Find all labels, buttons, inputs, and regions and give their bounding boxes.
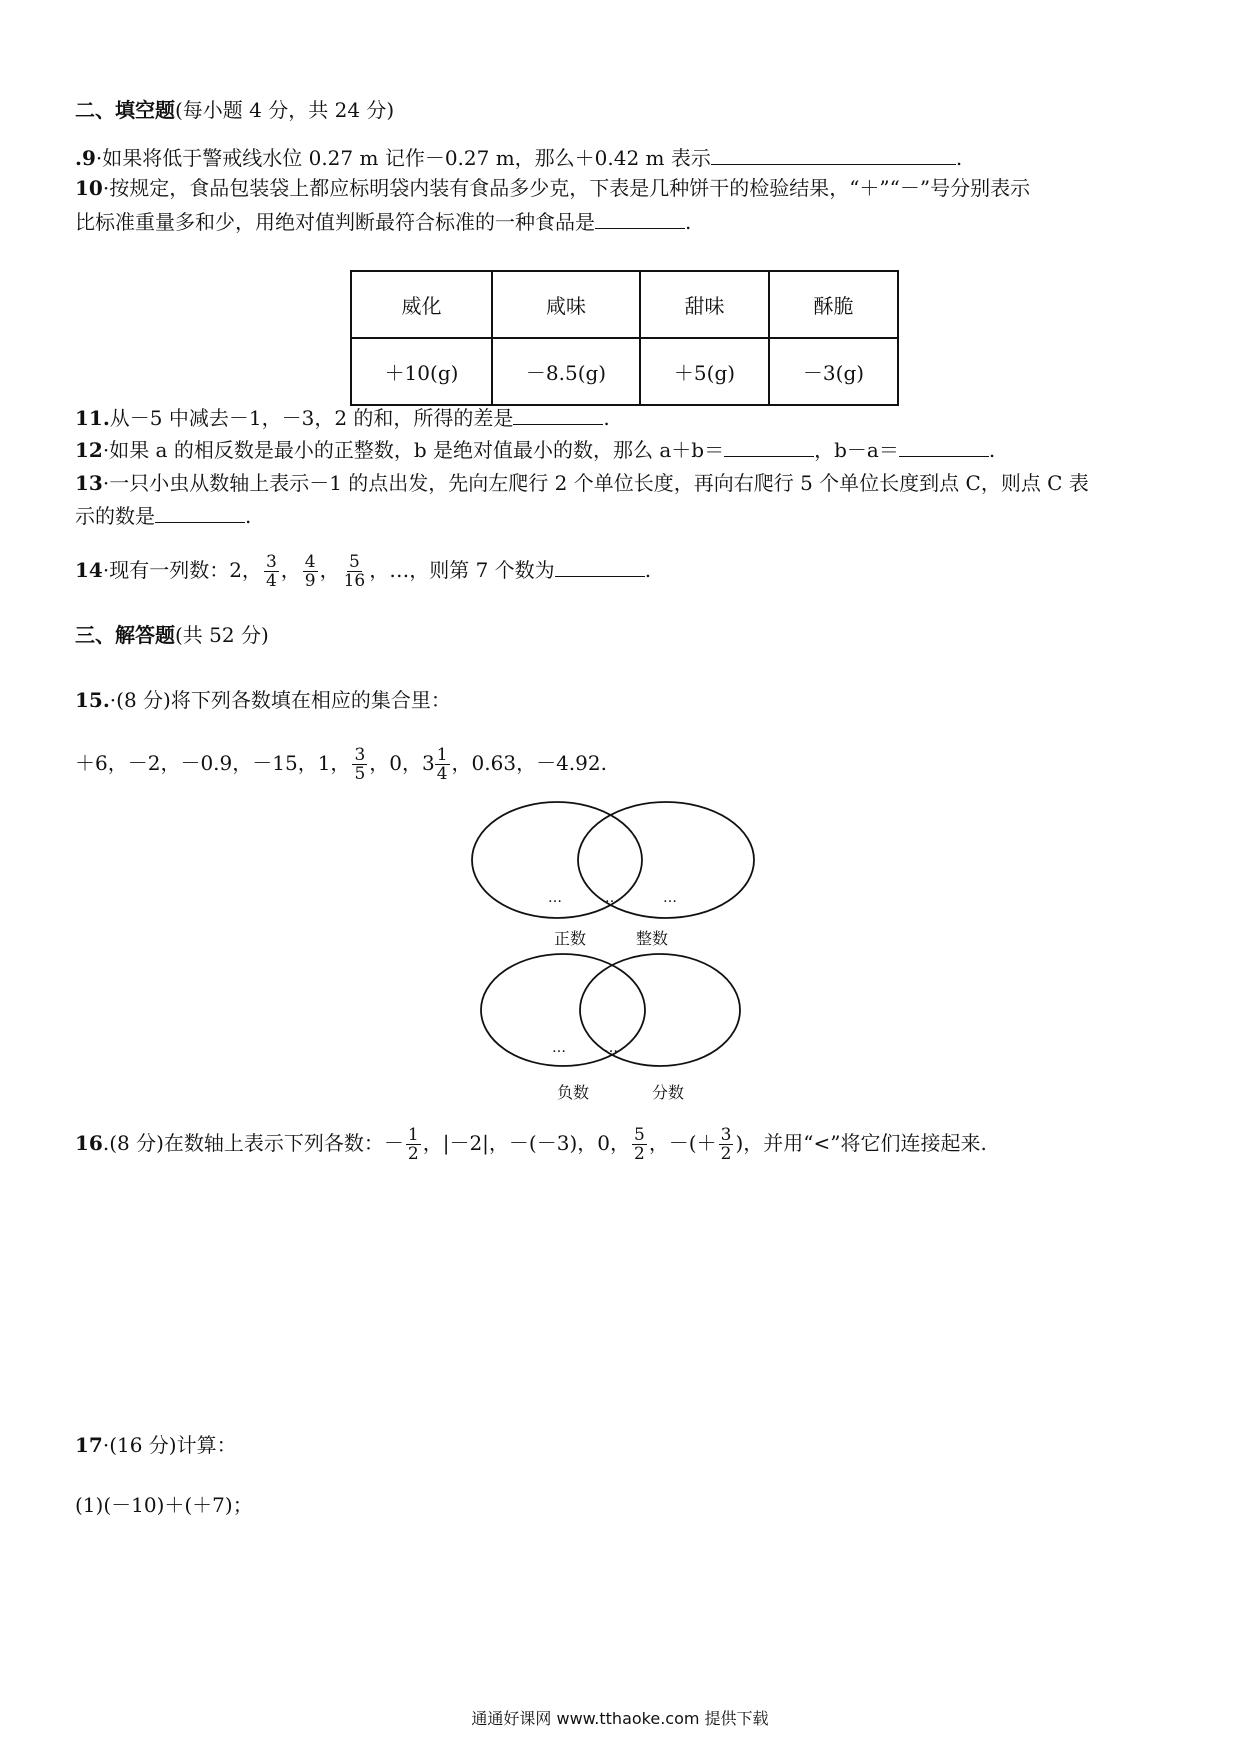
table-value-cell: ＋5(g) [640,338,769,405]
fraction [435,746,450,783]
numerator: 1 [407,1125,419,1145]
denominator: 2 [720,1144,732,1164]
numerator: 5 [349,552,360,572]
table-value-cell: ＋10(g) [351,338,492,405]
question-12-number: 12 [75,438,103,462]
question-15-text: ·(8 分)将下列各数填在相应的集合里： [109,688,451,712]
question-10-line-2 [75,207,691,237]
denominator: 4 [265,571,277,591]
section-3-title: 三、解答题 [75,623,175,647]
table-header-row [351,271,898,338]
question-14-end: . [644,558,652,582]
venn1-label-positive: 正数 [554,929,587,948]
fraction [342,553,368,590]
fraction [632,1126,647,1163]
section-2-meta: (每小题 4 分，共 24 分) [175,98,395,122]
question-17 [75,1430,237,1460]
question-11-end: . [603,406,610,430]
section-2-title: 二、填空题 [75,98,175,122]
question-15-numbers [75,738,607,788]
answer-blank-9[interactable] [711,144,956,165]
question-17-text: ·(16 分)计算： [102,1433,237,1457]
table-value-cell: －8.5(g) [492,338,640,405]
question-11-number: 11. [75,406,110,430]
question-16-text: .(8 分)在数轴上表示下列各数：－ [102,1131,404,1155]
question-10-line-1 [75,173,1030,203]
table-header-cell: 甜味 [640,271,769,338]
fraction [406,1126,421,1163]
venn1-label-integer: 整数 [636,929,669,948]
question-12 [75,435,995,465]
denominator: 9 [304,571,316,591]
table-header-cell: 咸味 [492,271,640,338]
venn-diagram-positive-integer [470,800,770,925]
question-13-line-1 [75,468,1089,498]
question-16-text: ，|－2|，－(－3)，0， [422,1131,630,1155]
denominator: 2 [633,1144,645,1164]
inspection-table [350,270,899,406]
table-header-cell: 威化 [351,271,492,338]
question-9-number: .9 [75,146,96,170]
venn-diagram-negative-fraction [480,952,760,1072]
denominator: 16 [343,571,366,591]
venn2-label-fraction: 分数 [652,1083,685,1102]
denominator: 5 [354,764,366,784]
question-9-text: ·如果将低于警戒线水位 0.27 m 记作－0.27 m，那么＋0.42 m 表示 [95,146,711,170]
number-list-part: ，0.63，－4.92. [451,751,607,775]
question-16-number: 16 [75,1131,103,1155]
question-13-number: 13 [75,471,103,495]
fraction [264,553,279,590]
section-3-meta: (共 52 分) [175,623,269,647]
answer-blank-11[interactable] [513,404,603,425]
question-13-text-1: ·一只小虫从数轴上表示－1 的点出发，先向左爬行 2 个单位长度，再向右爬行 5 个单位长度到点 C，则点 C 表 [102,471,1089,495]
question-14-number: 14 [75,558,103,582]
answer-blank-14[interactable] [555,556,645,577]
question-12-text: ·如果 a 的相反数是最小的正整数，b 是绝对值最小的数，那么 a＋b＝ [102,438,725,462]
question-13-line-2 [75,501,251,531]
question-11 [75,403,610,433]
denominator: 4 [436,764,448,784]
venn2-label-negative: 负数 [557,1083,590,1102]
question-12-mid: ，b－a＝ [814,438,899,462]
question-14-suffix: ，…，则第 7 个数为 [369,558,555,582]
answer-blank-10[interactable] [595,208,685,229]
question-17-number: 17 [75,1433,103,1457]
numerator: 3 [354,745,366,765]
venn1-dots-middle: … [605,890,620,906]
question-11-text: 从－5 中减去－1，－3，2 的和，所得的差是 [109,406,514,430]
question-15-number: 15. [75,688,110,712]
question-10-number: 10 [75,176,103,200]
denominator: 2 [407,1144,419,1164]
page-footer: 通通好课网 www.tthaoke.com 提供下载 [471,1709,769,1728]
venn2-dots-left: … [552,1040,567,1056]
numerator: 3 [720,1125,732,1145]
question-13-text-2: 示的数是 [75,504,155,528]
table-value-cell: －3(g) [769,338,898,405]
question-10-end: . [685,210,692,234]
numerator: 4 [304,552,316,572]
question-10-text-2: 比标准重量多和少，用绝对值判断最符合标准的一种食品是 [75,210,595,234]
question-16 [75,1118,987,1168]
section-2-heading [75,95,394,125]
question-10-text-1: ·按规定，食品包装袋上都应标明袋内装有食品多少克，下表是几种饼干的检验结果，“＋”“－”号分别表示 [102,176,1031,200]
number-list-part: ＋6，－2，－0.9，－15，1， [75,751,351,775]
fraction [303,553,318,590]
answer-blank-13[interactable] [155,502,245,523]
venn2-dots-middle: … [604,1040,619,1056]
number-list-part: ，0，3 [369,751,435,775]
question-15 [75,685,451,715]
section-3-heading [75,620,269,650]
question-13-end: . [245,504,252,528]
fraction [719,1126,734,1163]
question-16-text: ，－(＋ [648,1131,717,1155]
question-17-sub-1: (1)(－10)＋(＋7)； [75,1493,253,1517]
table-header-cell: 酥脆 [769,271,898,338]
venn1-dots-right: … [663,890,678,906]
question-17-part-1 [75,1490,253,1520]
numerator: 5 [633,1125,645,1145]
question-16-text: )，并用“<”将它们连接起来. [735,1131,987,1155]
fraction [352,746,367,783]
answer-blank-12b[interactable] [899,436,989,457]
numerator: 3 [265,552,277,572]
question-9-end: . [955,146,963,170]
numerator: 1 [436,745,448,765]
answer-blank-12a[interactable] [724,436,814,457]
question-12-end: . [988,438,996,462]
venn1-dots-left: … [548,890,563,906]
table-value-row [351,338,898,405]
question-14: 14·现有一列数：2， $\frac{3}{4}$ ， $\frac{4}{9}$ ， $\frac{5}{16}$ ，…，则第 7 个数为 . [75,552,652,591]
question-9 [75,143,962,173]
question-14-prefix: ·现有一列数：2， [102,558,262,582]
